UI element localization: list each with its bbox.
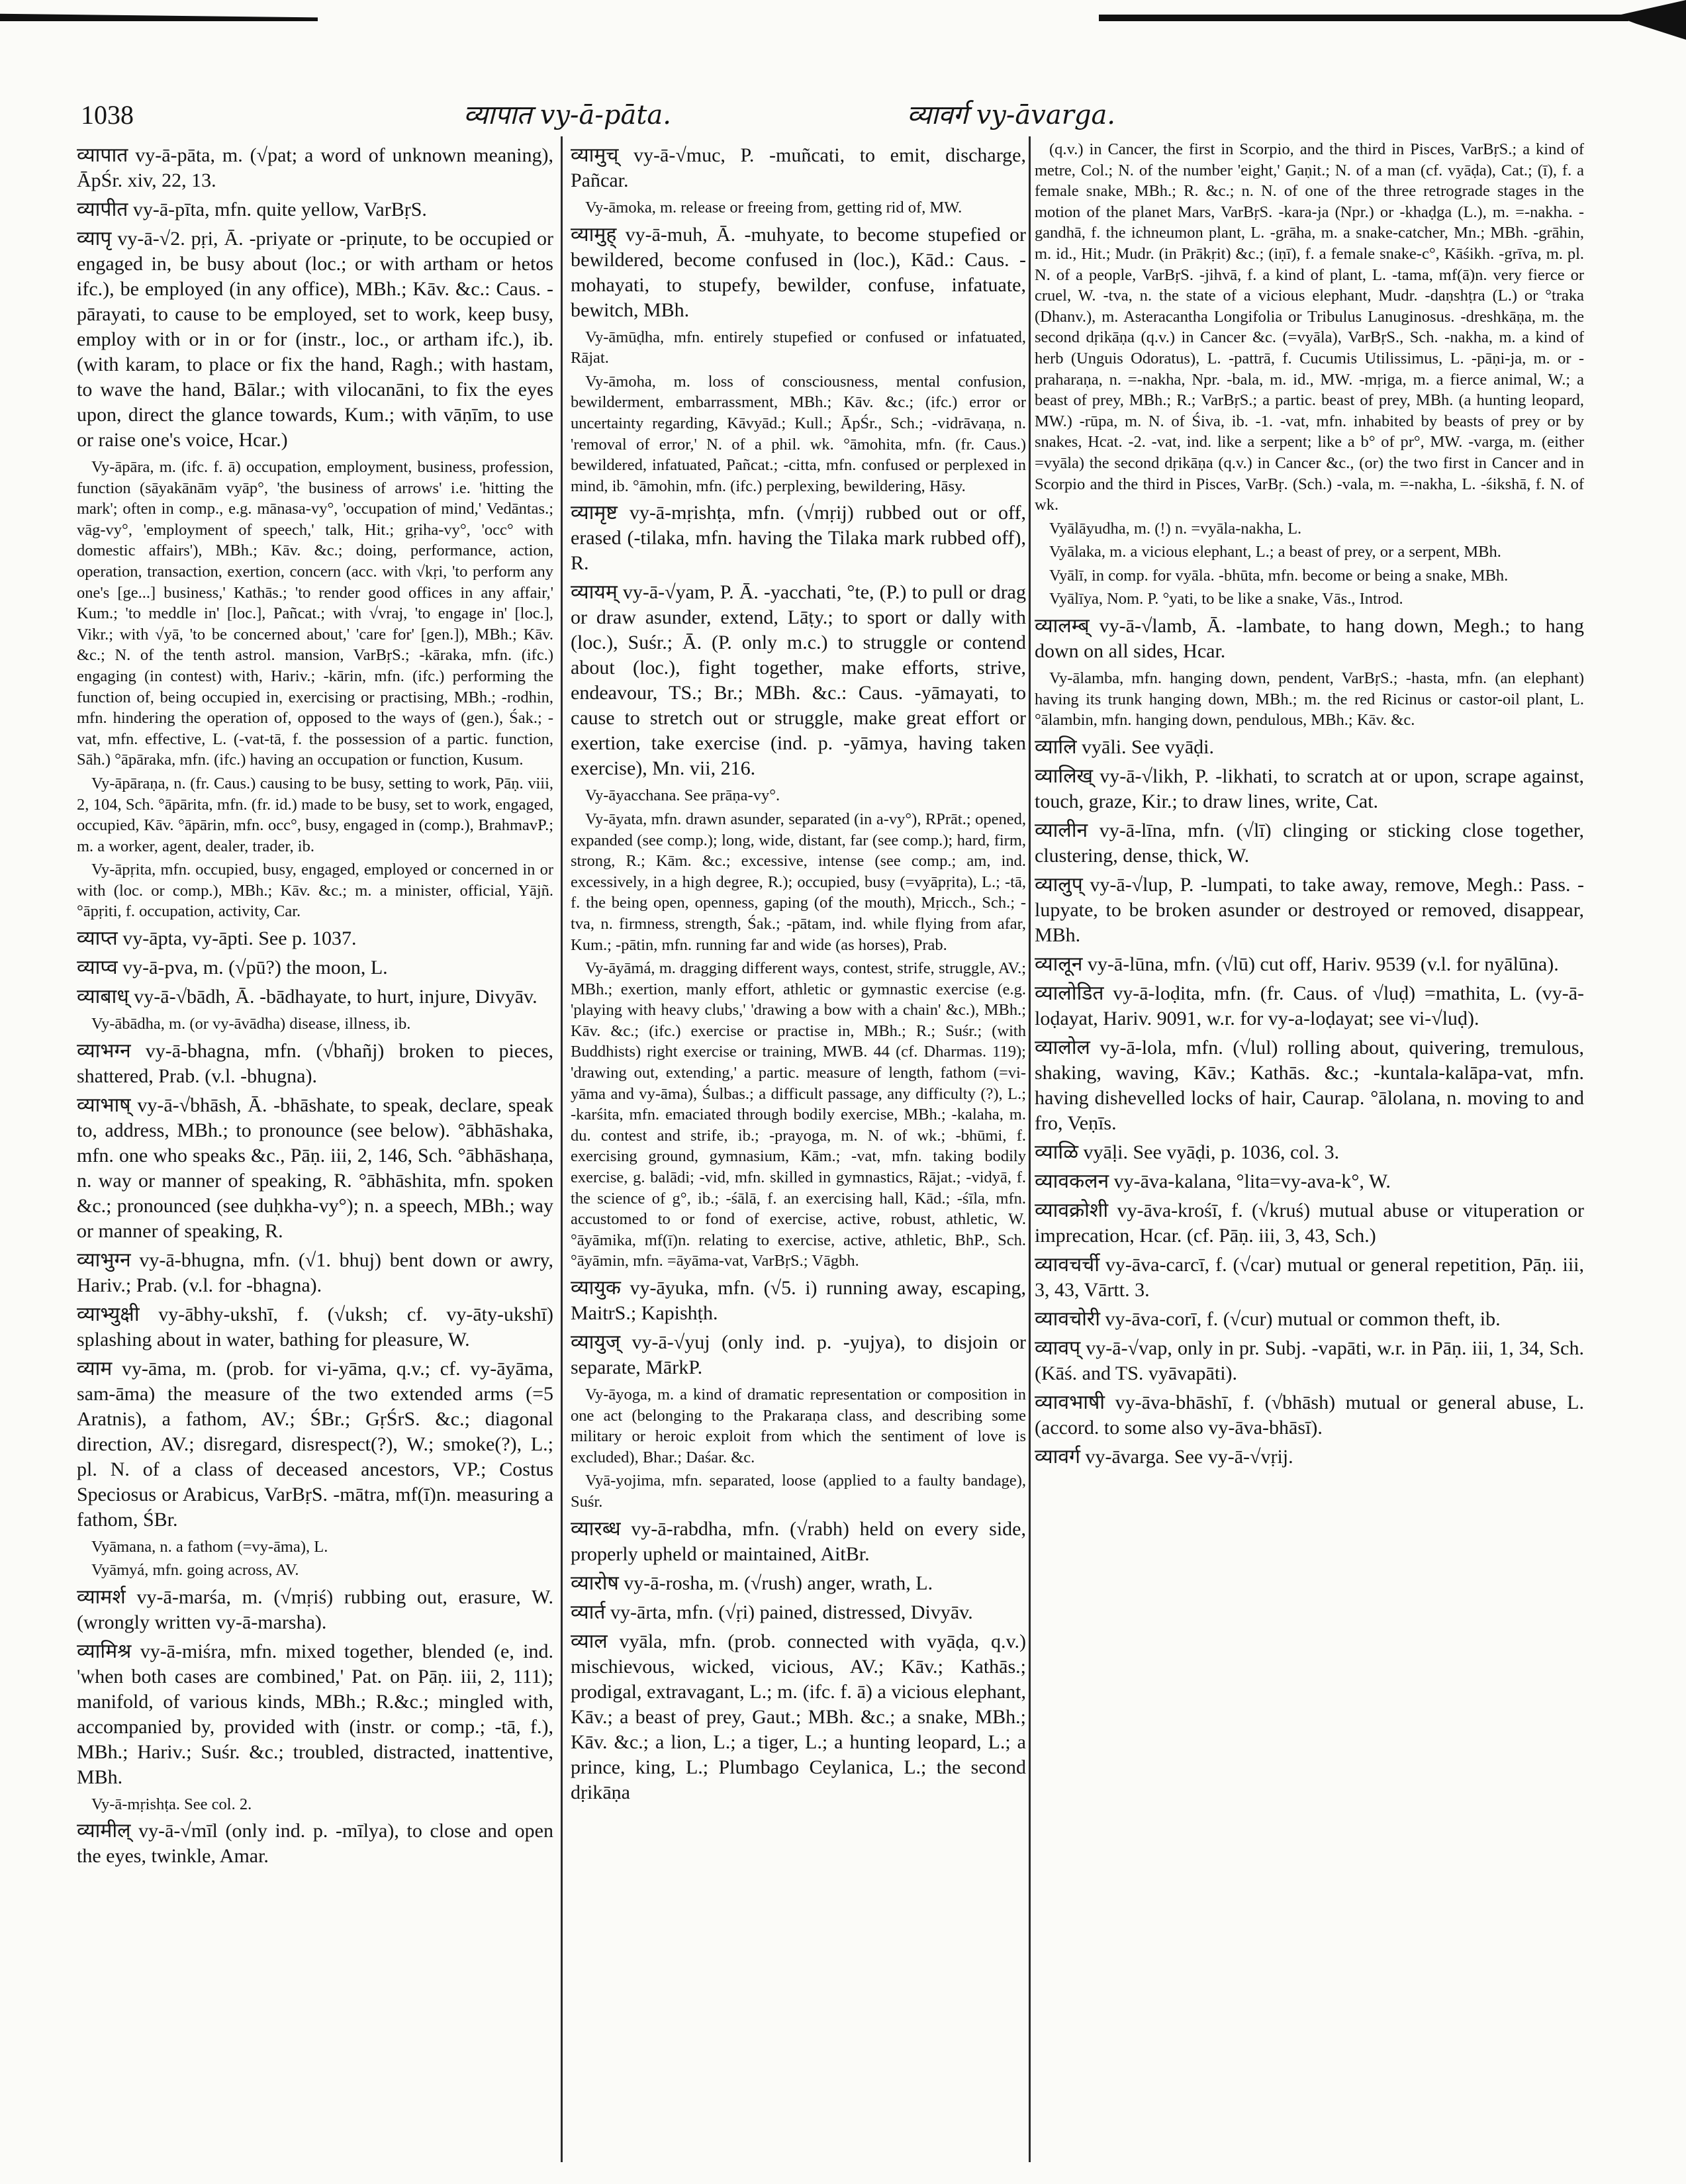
- headword-entry: व्याभाष् vy-ā-√bhāsh, Ā. -bhāshate, to speak, declare, speak to, address, MBh.; to pronounce (see below). °ābhāshaka, mfn. one who speaks &c., Pāṇ. iii, 2, 146, Sch. °ābhāshaṇa, n. way or manner of speaking, R. °ābhāshita, mfn. spoken &c.; pronounced (see duḥkha-vy°); n. a speech, MBh.; way or manner of speaking, R.: [77, 1094, 553, 1242]
- headword-entry: व्यालि vyāli. See vyāḍi.: [1035, 736, 1214, 758]
- left-running-head: व्यापात vy-ā-pāta.: [463, 100, 671, 130]
- subentry: Vyālaka, m. a vicious elephant, L.; a beast of prey, or a serpent, MBh.: [1049, 543, 1501, 561]
- headword-entry: व्यापीत vy-ā-pīta, mfn. quite yellow, VarBṛS.: [77, 199, 427, 220]
- headword-entry: व्यामील् vy-ā-√mīl (only ind. p. -mīlya), to close and open the eyes, twinkle, Amar.: [77, 1820, 553, 1868]
- headword-entry: व्याल vyāla, mfn. (prob. connected with vyāḍa, q.v.) mischievous, wicked, vicious, AV.; Kāv.; Kathās.; prodigal, extravagant, L.; m. (ifc. f. ā) a vicious elephant, Kāv.; a beast of prey, Gaut.; MBh. &c.; a snake, MBh.; Kāv. &c.; a lion, L.; a tiger, L.; a hunting leopard, L.; a prince, king, L.; Plumbago Ceylanica, L.; the second dṛikāṇa: [571, 1630, 1026, 1803]
- subentry: Vy-āyata, mfn. drawn asunder, separated (in a-vy°), RPrāt.; opened, expanded (see comp.); long, wide, distant, far (see comp.); hard, firm, strong, R.; Kām. &c.; excessive, intense (see comp.; am, ind. excessively, in a high degree, R.); occupied, busy (=vyāpṛita), L.; -tā, f. the being open, openness, gaping (of the mouth), Mṛicch., Sch.; -tva, n. firmness, strength, Śak.; -pātam, ind. while flying from afar, Kum.; -pātin, mfn. running far and wide (as horses), Prab.: [571, 810, 1026, 954]
- subentry: Vy-āpṛita, mfn. occupied, busy, engaged, employed or concerned in or with (loc. or comp.), MBh.; Kāv. &c.; m. a minister, official, Yājñ. °āpṛiti, f. occupation, activity, Car.: [77, 861, 553, 921]
- headword-entry: व्याभग्न vy-ā-bhagna, mfn. (√bhañj) broken to pieces, shattered, Prab. (v.l. -bhugna).: [77, 1039, 553, 1087]
- headword-entry: व्यालून vy-ā-lūna, mfn. (√lū) cut off, Hariv. 9539 (v.l. for nyālūna).: [1035, 953, 1559, 975]
- headword-entry: व्यायुज् vy-ā-√yuj (only ind. p. -yujya), to disjoin or separate, MārkP.: [571, 1331, 1026, 1378]
- subentry: Vy-āmoha, m. loss of consciousness, mental confusion, bewilderment, embarrassment, MBh.; Kāv. &c.; (ifc.) error or uncertainty regarding, Kāvyād.; Kull.; ĀpŚr., Sch.; -vidrāvaṇa, n. 'removal of error,' N. of a phil. wk. °āmohita, mfn. (fr. Caus.) bewildered, infatuated, Pañcat.; -citta, mfn. confused or perplexed in mind, ib. °āmohin, mfn. (ifc.) perplexing, bewildering, Hāsy.: [571, 372, 1026, 495]
- subentry: Vy-ābādha, m. (or vy-āvādha) disease, illness, ib.: [91, 1015, 411, 1033]
- headword-entry: व्यालुप् vy-ā-√lup, P. -lumpati, to take away, remove, Megh.: Pass. -lupyate, to be broken asunder or destroyed or removed, disappear, MBh.: [1035, 873, 1584, 946]
- top-right-rule: [1099, 15, 1628, 21]
- headword-entry: व्यार्त vy-ārta, mfn. (√ṛi) pained, distressed, Divyāv.: [571, 1601, 973, 1623]
- subentry: Vyālī, in comp. for vyāla. -bhūta, mfn. become or being a snake, MBh.: [1049, 566, 1509, 585]
- headword-entry: व्यायुक vy-āyuka, mfn. (√5. i) running away, escaping, MaitrS.; Kapishṭh.: [571, 1277, 1026, 1324]
- column-divider-1: [561, 136, 563, 2162]
- headword-entry: व्याम vy-āma, m. (prob. for vi-yāma, q.v.; cf. vy-āyāma, sam-āma) the measure of the two extended arms (=5 Aratnis), a fathom, AV.; ŚBr.; GṛŚrS. &c.; diagonal direction, AV.; disregard, disrespect(?), W.; smoke(?), L.; pl. N. of a class of deceased ancestors, VP.; Costus Speciosus or Arabicus, VarBṛS. -mātra, mf(ī)n. measuring a fathom, ŚBr.: [77, 1357, 553, 1531]
- subentry: Vy-āmoka, m. release or freeing from, getting rid of, MW.: [585, 199, 962, 216]
- headword-entry: व्याळि vyāḷi. See vyāḍi, p. 1036, col. 3.: [1035, 1141, 1340, 1163]
- subentry: Vy-āmūḍha, mfn. entirely stupefied or confused or infatuated, Rājat.: [571, 328, 1026, 367]
- subentry: Vyā-yojima, mfn. separated, loose (applied to a faulty bandage), Suśr.: [571, 1472, 1026, 1511]
- column-2: [571, 139, 1026, 1809]
- headword-entry: व्याभुग्न vy-ā-bhugna, mfn. (√1. bhuj) bent down or awry, Hariv.; Prab. (v.l. for -bhagna).: [77, 1249, 553, 1296]
- headword-entry: व्यामिश्र vy-ā-miśra, mfn. mixed together, blended (e, ind. 'when both cases are combined,' Pat. on Pāṇ. iii, 2, 111); manifold, of various kinds, MBh.; R.&c.; mingled with, accompanied by, provided with (instr. or comp.; -tā, f.), MBh.; Hariv.; Suśr. &c.; troubled, distracted, inattentive, MBh.: [77, 1640, 553, 1788]
- headword-entry: व्यापात vy-ā-pāta, m. (√pat; a word of unknown meaning), ĀpŚr. xiv, 22, 13.: [77, 144, 553, 191]
- subentry: Vyāmana, n. a fathom (=vy-āma), L.: [91, 1537, 328, 1556]
- headword-entry: व्याप्त vy-āpta, vy-āpti. See p. 1037.: [77, 927, 357, 950]
- headword-entry: व्यावक्रोशी vy-āva-krośī, f. (√kruś) mutual abuse or vituperation or imprecation, Hcar. (cf. Pāṇ. iii, 3, 43, Sch.): [1035, 1199, 1584, 1247]
- headword-entry: व्यालिख् vy-ā-√likh, P. -likhati, to scratch at or upon, scrape against, touch, graze, Kir.; to draw lines, write, Cat.: [1035, 765, 1584, 812]
- right-running-head: व्यावर्ग vy-āvarga.: [907, 100, 1116, 130]
- headword-entry: व्यावर्ग vy-āvarga. See vy-ā-√vṛij.: [1035, 1445, 1293, 1468]
- headword-entry: व्यावकलन vy-āva-kalana, °lita=vy-ava-k°, W.: [1035, 1170, 1391, 1192]
- headword-entry: व्यापृ vy-ā-√2. pṛi, Ā. -priyate or -priṇute, to be occupied or engaged in, be busy about (loc.; or with artham or hetos ifc.), be employed (in any office), MBh.; Kāv. &c.: Caus. -pārayati, to cause to be employed, set to work, keep busy, employ with or in or for (instr., loc., or artham ifc.), ib. (with karam, to place or fix the hand, Ragh.; with hastam, to wave the hand, Bālar.; with vilocanāni, to fix the eyes upon, direct the glance towards, Kum.; with vāṇīm, to use or raise one's voice, Hcar.): [77, 228, 553, 451]
- headword-entry: व्यामुच् vy-ā-√muc, P. -muñcati, to emit, discharge, Pañcar.: [571, 144, 1026, 191]
- headword-entry: व्यायम् vy-ā-√yam, P. Ā. -yacchati, °te, (P.) to pull or drag or draw asunder, extend, Lāṭy.; to sport or dally with (loc.), Suśr.; Ā. (P. only m.c.) to struggle or contend about (loc.), fight together, make efforts, strive, endeavour, TS.; Br.; MBh. &c.: Caus. -yāmayati, to cause to stretch out or struggle, make great effort or exertion, take exercise (ind. p. -yāmya, having taken exercise), Mn. vii, 216.: [571, 581, 1026, 780]
- subentry: Vyāmyá, mfn. going across, AV.: [91, 1561, 299, 1580]
- headword-entry: व्यामर्श vy-ā-marśa, m. (√mṛiś) rubbing out, erasure, W. (wrongly written vy-ā-marsha).: [77, 1586, 553, 1633]
- headword-entry: व्याबाध् vy-ā-√bādh, Ā. -bādhayate, to hurt, injure, Divyāv.: [77, 986, 538, 1008]
- column-divider-2: [1029, 136, 1031, 2162]
- headword-entry: व्यावचोरी vy-āva-corī, f. (√cur) mutual or common theft, ib.: [1035, 1307, 1501, 1330]
- headword-entry: व्यालम्ब् vy-ā-√lamb, Ā. -lambate, to hang down, Megh.; to hang down on all sides, Hcar.: [1035, 615, 1584, 663]
- headword-entry: व्यालीन vy-ā-līna, mfn. (√lī) clinging or sticking close together, clustering, dense, thick, W.: [1035, 819, 1584, 867]
- headword-entry: व्यामुह् vy-ā-muh, Ā. -muhyate, to become stupefied or bewildered, become confused in (loc.), Kād.: Caus. -mohayati, to stupefy, bewilder, confuse, infatuate, bewitch, MBh.: [571, 223, 1026, 321]
- headword-entry: व्यालोडित vy-ā-loḍita, mfn. (fr. Caus. of √luḍ) =mathita, L. (vy-ā-loḍayat, Hariv. 9091, w.r. for vy-a-loḍayat; see vi-√luḍ).: [1035, 982, 1584, 1029]
- top-left-rule: [0, 12, 318, 21]
- headword-entry: व्यारोष vy-ā-rosha, m. (√rush) anger, wrath, L.: [571, 1572, 933, 1594]
- subentry: Vy-āyacchana. See prāṇa-vy°.: [585, 786, 780, 805]
- subentry: Vy-āyāmá, m. dragging different ways, contest, strife, struggle, AV.; MBh.; exertion, manly effort, athletic or gymnastic exercise (e.g. 'playing with heavy clubs,' 'drawing a bow with a chain' &c.), MBh.; Kāv. &c.; (ifc.) exercise or practise in, MBh.; R.; Suśr.; (with Buddhists) right exercise or training, MWB. 44 (cf. Dharmas. 119); 'drawing out, extending,' a partic. measure of length, fathom (=vi-yāma and vy-āma), Śulbas.; a difficult passage, any difficulty (?), L.; -karśita, mfn. emaciated through bodily exercise, MBh.; -kalaha, m. du. contest and strife, ib.; -prayoga, m. N. of wk.; -bhūmi, f. exercising ground, gymnasium, Kām.; -vat, mfn. taking bodily exercise, g. balādi; -vid, mfn. skilled in gymnastics, Rājat.; -vidyā, f. the science of g°, ib.; -śālā, f. an exercising hall, Kād.; -śīla, mfn. accustomed to or fond of exercise, active, robust, athletic, W. °āyāmika, mf(ī)n. relating to exercise, active, athletic, BhP., Sch. °āyāmin, mfn. =āyāma-vat, VarBṛS.; Vāgbh.: [571, 959, 1026, 1270]
- headword-entry: व्याभ्युक्षी vy-ābhy-ukshī, f. (√uksh; cf. vy-āty-ukshī) splashing about in water, bathing for pleasure, W.: [77, 1303, 553, 1351]
- corner-mark: [1615, 0, 1686, 40]
- subentry: Vy-āpāraṇa, n. (fr. Caus.) causing to be busy, setting to work, Pāṇ. viii, 2, 104, Sch. °āpārita, mfn. (fr. id.) made to be busy, set to work, engaged, occupied, Kāv. °āpārin, mfn. occ°, busy, engaged in (comp.), BrahmavP.; m. a worker, agent, dealer, trader, ib.: [77, 774, 553, 855]
- headword-entry: व्यावभाषी vy-āva-bhāshī, f. (√bhāsh) mutual or general abuse, L. (accord. to some also vy-āva-bhāsī).: [1035, 1391, 1584, 1439]
- headword-entry: व्यामृष्ट vy-ā-mṛishṭa, mfn. (√mṛij) rubbed out or off, erased (-tilaka, mfn. having the Tilaka mark rubbed off), R.: [571, 502, 1026, 575]
- headword-entry: व्याप्व vy-ā-pva, m. (√pū?) the moon, L.: [77, 957, 388, 979]
- subentry: Vyālīya, Nom. P. °yati, to be like a snake, Vās., Introd.: [1049, 590, 1403, 608]
- headword-entry: व्यालोल vy-ā-lola, mfn. (√lul) rolling about, quivering, tremulous, shaking, waving, Kāv.; Kathās. &c.; -kuntala-kalāpa-vat, mfn. having dishevelled locks of hair, Caurap. °ālolana, n. moving to and fro, Veṇīs.: [1035, 1036, 1584, 1134]
- headword-entry: व्यावचर्ची vy-āva-carcī, f. (√car) mutual or general repetition, Pāṇ. iii, 3, 43, Vārtt. 3.: [1035, 1253, 1584, 1301]
- column-1: [77, 139, 553, 1873]
- subentry: Vy-ālamba, mfn. hanging down, pendent, VarBṛS.; -hasta, mfn. (an elephant) having its trunk hanging down, MBh.; m. the red Ricinus or castor-oil plant, L. °ālambin, mfn. hanging down, pendulous, MBh.; Kāv. &c.: [1035, 669, 1584, 730]
- subentry: Vy-āpāra, m. (ifc. f. ā) occupation, employment, business, profession, function (sāyakānām vyāp°, 'the business of arrows' i.e. 'hitting the mark'; often in comp., e.g. mānasa-vy°, 'occupation of mind,' Vedāntas.; vāg-vy°, 'employment of speech,' talk, Hit.; gṛiha-vy°, 'occ° with domestic affairs'), MBh.; Kāv. &c.; doing, performance, action, operation, transaction, exertion, concern (acc. with √kṛi, 'to perform any one's [ge...] business,' Kathās.; 'to render good offices in any affair,' Kum.; 'to meddle in' [loc.], Pañcat.; with √vraj, 'to engage in' [loc.], Vikr.; with √yā, 'to be concerned about,' 'care for' [gen.]), MBh.; Kāv. &c.; N. of the tenth astrol. mansion, VarBṛS.; -kāraka, mfn. (ifc.) engaging (in contest) with, Hariv.; -kārin, mfn. (ifc.) performing the function of, being occupied in, exercising or practising, MBh.; -rodhin, mfn. hindering the operation of, opposed to the ways of (gen.), Śak.; -vat, mfn. effective, L. (-vat-tā, f. the possession of a partic. function, Sāh.) °āpāraka, mfn. (ifc.) having an occupation or function, Kusum.: [77, 458, 553, 769]
- subentry: (q.v.) in Cancer, the first in Scorpio, and the third in Pisces, VarBṛS.; a kind of metre, Col.; N. of the number 'eight,' Gaṇit.; N. of a man (cf. vyāḍa), Cat.; (ī), f. a female snake, MBh.; R. &c.; n. N. of one of the three retrograde stages in the motion of the planet Mars, VarBṛS. -kara-ja (Npr.) or -khaḍga (L.), m. =-nakha. -gandhā, f. the ichneumon plant, L. -grāha, m. a snake-catcher, Mn.; MBh. -grāhin, m. id., Hit.; Mudr. (in Prākṛit) &c.; (iṇī), f. a female snake-c°, Kāśikh. -grīva, m. pl. N. of a people, VarBṛS. -jihvā, f. a kind of plant, L. -tama, mf(ā)n. very fierce or cruel, W. -tva, n. the state of a vicious elephant, Mudr. -daṇshṭra (L.) or °traka (Dhanv.), m. Asteracantha Longifolia or Tribulus Lanuginosus. -dreshkāṇa, m. the second dṛikāṇa (q.v.) in Cancer &c. (=vyāla), VarBṛS., Sch. -nakha, m. a kind of herb (Unguis Odoratus), L. -pattrā, f. Cucumis Utilissimus, L. -pāṇi-ja, m. or -praharaṇa, n. =-nakha, Npr. -bala, m. id., MW. -mṛiga, m. a fierce animal, W.; a beast of prey, MBh.; R.; VarBṛS.; a partic. beast of prey, MBh. (a hunting leopard, MW.) -rūpa, m. N. of Śiva, ib. -1. -vat, mfn. inhabited by beasts of prey or by snakes, Hcat. -2. -vat, ind. like a serpent; like a b° of pr°, MW. -varga, m. (either =vyāla) the second dṛikāṇa (q.v.) in Cancer &c., (or) the two first in Cancer and in Scorpio and the third in Pisces, VarBṛ. (Sch.) -vala, m. =-nakha, L. -śikshā, f. N. of wk.: [1035, 140, 1584, 514]
- headword-entry: व्यावप् vy-ā-√vap, only in pr. Subj. -vapāti, w.r. in Pāṇ. iii, 1, 34, Sch. (Kāś. and TS. vyāvapāti).: [1035, 1337, 1584, 1384]
- subentry: Vy-āyoga, m. a kind of dramatic representation or composition in one act (belonging to the Prakaraṇa class, and describing some military or heroic exploit from which the sentiment of love is excluded), Bhar.; Daśar. &c.: [571, 1386, 1026, 1466]
- headword-entry: व्यारब्ध vy-ā-rabdha, mfn. (√rabh) held on every side, properly upheld or maintained, AitBr.: [571, 1517, 1026, 1565]
- column-3: [1035, 139, 1584, 1474]
- page-number: 1038: [81, 100, 134, 130]
- subentry: Vyālāyudha, m. (!) n. =vyāla-nakha, L.: [1049, 519, 1302, 538]
- subentry: Vy-ā-mṛishṭa. See col. 2.: [91, 1795, 252, 1813]
